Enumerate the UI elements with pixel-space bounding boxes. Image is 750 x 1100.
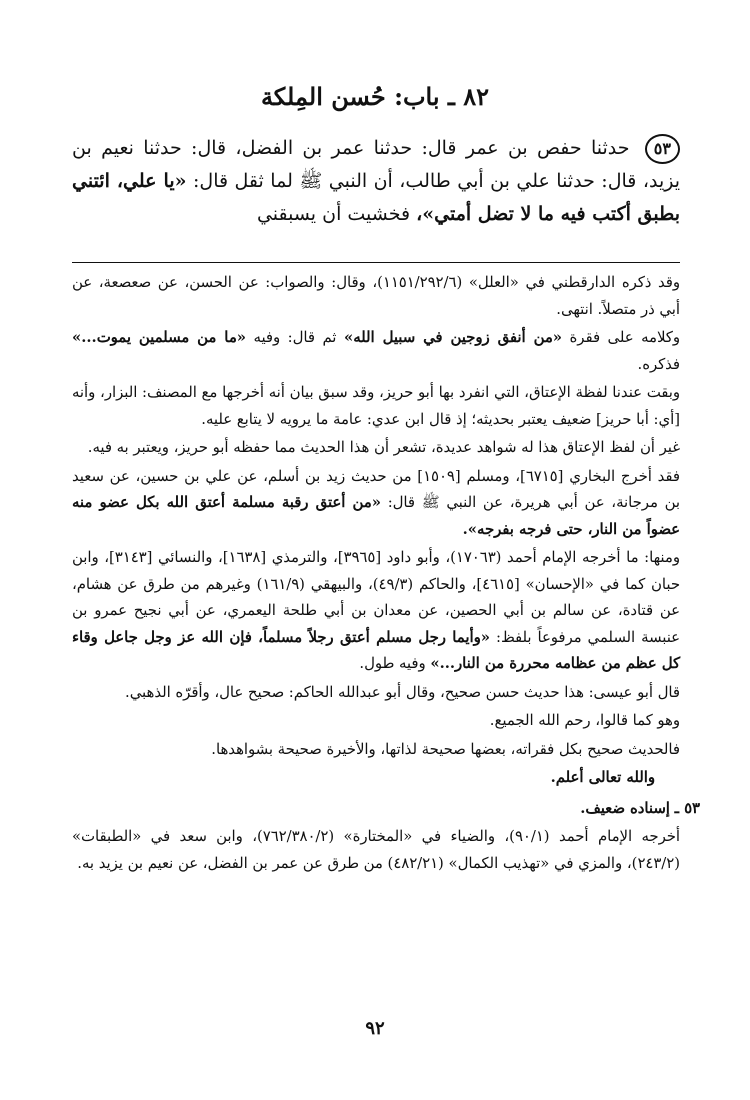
note-text: فذكره. [637, 355, 680, 373]
note-paragraph: غير أن لفظ الإعتاق هذا له شواهد عديدة، تشعر أن هذا الحديث مما حفظه أبو حريز، ويعتبر به فيه. [87, 439, 680, 456]
note-text: ثم قال: وفيه [253, 329, 337, 346]
note-paragraph [72, 325, 680, 378]
footnotes [72, 270, 700, 879]
note-paragraph [72, 464, 680, 544]
hadith-number-badge: ٥٣ [645, 134, 680, 164]
note-quote: «ما من مسلمين يموت...» [72, 329, 246, 346]
section-number: ٥٣ ـ [674, 799, 700, 817]
note-paragraph: فالحديث صحيح بكل فقراته، بعضها صحيحة لذاتها، والأخيرة صحيحة بشواهدها. [211, 740, 680, 758]
note-text: وفيه طول. [359, 655, 426, 672]
hadith-continuation: فخشيت أن يسبقني [256, 203, 411, 225]
closing-phrase: والله تعالى أعلم. [550, 769, 655, 786]
hadith-quote: «يا علي، ائتني بطبق أكتب فيه ما لا تضل أمتي»، [72, 170, 680, 225]
note-quote: «وأيما رجل مسلم أعتق رجلاً مسلماً، فإن الله عز وجل جاعل وقاء كل عظم من عظامه محررة من النار...» [72, 628, 680, 672]
note-paragraph: وهو كما قالوا، رحم الله الجميع. [489, 712, 680, 729]
note-quote: «من أعتق رقبة مسلمة أعتق الله بكل عضو منه عضواً من النار، حتى فرجه بفرجه». [72, 494, 680, 538]
hadith-text [72, 132, 680, 231]
note-text: فقد أخرج البخاري [٦٧١٥]، ومسلم [١٥٠٩] من حديث زيد بن أسلم، عن علي بن حسين، عن سعيد بن مرجانة، عن أبي هريرة، عن النبي ﷺ قال: [72, 467, 680, 511]
note-paragraph [72, 545, 680, 678]
section-heading [72, 796, 700, 823]
page-number: ٩٢ [365, 1018, 385, 1039]
note-quote: «من أنفق زوجين في سبيل الله» [343, 329, 563, 346]
note-paragraph: وقد ذكره الدارقطني في «العلل» (١١٥١/٢٩٢/٦)، وقال: والصواب: عن الحسن، عن صعصعة، عن أبي ذر متصلاً. انتهى. [72, 274, 680, 318]
chapter-title: ٨٢ ـ باب: حُسن المِلكة [260, 82, 490, 111]
note-text: ومنها: ما أخرجه الإمام أحمد (١٧٠٦٣)، وأبو داود [٣٩٦٥]، والترمذي [١٦٣٨]، والنسائي [٣١٤٣]، وابن حبان كما في «الإحسان» [٤٦١٥]، والحاكم (٤٩/٣)، والبيهقي (١٦١/٩) وغيرهم من طرق عن هشام، عن قتادة، عن سالم بن أبي الحصين، عن معدان بن أبي طلحة اليعمري، عن أبي نجيح عمرو بن عنبسة السلمي مرفوعاً بلفظ: [72, 549, 681, 646]
footnote-divider [72, 262, 680, 263]
note-paragraph: قال أبو عيسى: هذا حديث حسن صحيح، وقال أبو عبدالله الحاكم: صحيح عال، وأقرّه الذهبي. [125, 683, 680, 701]
hadith-chain: حدثنا حفص بن عمر قال: حدثنا عمر بن الفضل، قال: حدثنا نعيم بن يزيد، قال: حدثنا علي بن أبي طالب، أن النبي ﷺ لما ثقل قال: [72, 137, 680, 192]
section-title: إسناده ضعيف. [580, 799, 670, 817]
note-paragraph: وبقت عندنا لفظة الإعتاق، التي انفرد بها أبو حريز، وقد سبق بيان أنه أخرجها مع المصنف: البزار، وأنه [أي: أبا حريز] ضعيف يعتبر بحديثه؛ إذ قال ابن عدي: عامة ما يرويه لا يتابع عليه. [72, 384, 680, 428]
note-paragraph: أخرجه الإمام أحمد (٩٠/١)، والضياء في «المختارة» (٧٦٢/٣٨٠/٢)، وابن سعد في «الطبقات» (٢٤٣/٢)، والمزي في «تهذيب الكمال» (٤٨٢/٢١) من طرق عن عمر بن الفضل، عن نعيم بن يزيد به. [72, 828, 680, 872]
note-text: وكلامه على فقرة [569, 329, 680, 346]
